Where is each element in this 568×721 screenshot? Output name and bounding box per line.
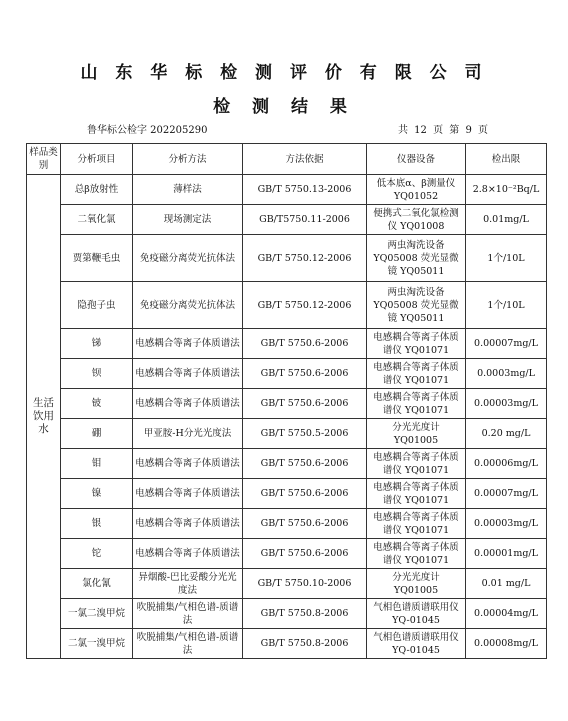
method-basis-cell: GB/T 5750.10-2006 (243, 569, 367, 599)
analysis-method-cell: 薄样法 (133, 175, 243, 205)
analysis-method-cell: 电感耦合等离子体质谱法 (133, 389, 243, 419)
analysis-item-cell: 一氯二溴甲烷 (61, 599, 133, 629)
method-basis-cell: GB/T 5750.12-2006 (243, 282, 367, 329)
document-number: 鲁华标公检字 202205290 (87, 125, 208, 136)
header-sample-category: 样品类别 (27, 144, 61, 175)
table-row (27, 539, 547, 569)
method-basis-cell: GB/T 5750.12-2006 (243, 235, 367, 282)
table-row (27, 205, 547, 235)
results-table (26, 143, 547, 659)
method-basis-cell: GB/T 5750.5-2006 (243, 419, 367, 449)
header-detection-limit: 检出限 (466, 144, 547, 175)
equipment-cell: 便携式二氧化氯检测仪 YQ01008 (367, 205, 466, 235)
detection-limit-cell: 0.00008mg/L (466, 629, 547, 659)
equipment-cell: 电感耦合等离子体质谱仪 YQ01071 (367, 479, 466, 509)
detection-limit-cell: 2.8×10⁻²Bq/L (466, 175, 547, 205)
analysis-method-cell: 电感耦合等离子体质谱法 (133, 359, 243, 389)
detection-limit-cell: 0.01mg/L (466, 205, 547, 235)
analysis-method-cell: 吹脱捕集/气相色谱-质谱法 (133, 599, 243, 629)
analysis-method-cell: 甲亚胺-H分光光度法 (133, 419, 243, 449)
analysis-item-cell: 隐孢子虫 (61, 282, 133, 329)
analysis-item-cell: 镍 (61, 479, 133, 509)
table-row (27, 235, 547, 282)
method-basis-cell: GB/T 5750.6-2006 (243, 479, 367, 509)
method-basis-cell: GB/T 5750.8-2006 (243, 599, 367, 629)
analysis-item-cell: 钼 (61, 449, 133, 479)
header-method-basis: 方法依据 (243, 144, 367, 175)
table-row (27, 175, 547, 205)
equipment-cell: 两虫淘洗设备 YQ05008 荧光显微镜 YQ05011 (367, 235, 466, 282)
header-analysis-method: 分析方法 (133, 144, 243, 175)
analysis-item-cell: 二氯一溴甲烷 (61, 629, 133, 659)
analysis-item-cell: 氯化氰 (61, 569, 133, 599)
detection-limit-cell: 0.00003mg/L (466, 509, 547, 539)
analysis-method-cell: 电感耦合等离子体质谱法 (133, 509, 243, 539)
detection-limit-cell: 0.0003mg/L (466, 359, 547, 389)
equipment-cell: 电感耦合等离子体质谱仪 YQ01071 (367, 449, 466, 479)
table-row (27, 359, 547, 389)
detection-limit-cell: 0.00001mg/L (466, 539, 547, 569)
equipment-cell: 气相色谱质谱联用仪 YQ-01045 (367, 599, 466, 629)
detection-limit-cell: 0.01 mg/L (466, 569, 547, 599)
analysis-method-cell: 免疫磁分离荧光抗体法 (133, 235, 243, 282)
table-row (27, 329, 547, 359)
page-info: 共 12 页 第 9 页 (398, 125, 488, 136)
table-row (27, 509, 547, 539)
equipment-cell: 电感耦合等离子体质谱仪 YQ01071 (367, 509, 466, 539)
sample-category-cell: 生活饮用水 (27, 175, 61, 659)
detection-limit-cell: 1个/10L (466, 282, 547, 329)
analysis-method-cell: 电感耦合等离子体质谱法 (133, 329, 243, 359)
header-equipment: 仪器设备 (367, 144, 466, 175)
method-basis-cell: GB/T 5750.6-2006 (243, 389, 367, 419)
equipment-cell: 分光光度计 YQ01005 (367, 419, 466, 449)
analysis-item-cell: 钡 (61, 359, 133, 389)
method-basis-cell: GB/T 5750.6-2006 (243, 329, 367, 359)
table-body (27, 175, 547, 659)
analysis-method-cell: 电感耦合等离子体质谱法 (133, 479, 243, 509)
company-name: 山 东 华 标 检 测 评 价 有 限 公 司 (80, 63, 488, 83)
analysis-item-cell: 贾第鞭毛虫 (61, 235, 133, 282)
detection-limit-cell: 1个/10L (466, 235, 547, 282)
detection-limit-cell: 0.00003mg/L (466, 389, 547, 419)
detection-limit-cell: 0.00007mg/L (466, 329, 547, 359)
table-row (27, 389, 547, 419)
table-row (27, 282, 547, 329)
analysis-item-cell: 铊 (61, 539, 133, 569)
analysis-method-cell: 异烟酸-巴比妥酸分光光度法 (133, 569, 243, 599)
analysis-item-cell: 锑 (61, 329, 133, 359)
detection-limit-cell: 0.00006mg/L (466, 449, 547, 479)
table-row (27, 479, 547, 509)
table-row (27, 599, 547, 629)
equipment-cell: 分光光度计 YQ01005 (367, 569, 466, 599)
detection-limit-cell: 0.00004mg/L (466, 599, 547, 629)
equipment-cell: 低本底α、β测量仪 YQ01052 (367, 175, 466, 205)
table-row (27, 569, 547, 599)
equipment-cell: 电感耦合等离子体质谱仪 YQ01071 (367, 359, 466, 389)
method-basis-cell: GB/T 5750.6-2006 (243, 539, 367, 569)
table-row (27, 629, 547, 659)
table-row (27, 449, 547, 479)
table-header-row (27, 144, 547, 175)
analysis-method-cell: 电感耦合等离子体质谱法 (133, 539, 243, 569)
analysis-method-cell: 现场测定法 (133, 205, 243, 235)
method-basis-cell: GB/T5750.11-2006 (243, 205, 367, 235)
analysis-item-cell: 硼 (61, 419, 133, 449)
table-row (27, 419, 547, 449)
method-basis-cell: GB/T 5750.6-2006 (243, 449, 367, 479)
analysis-item-cell: 二氧化氯 (61, 205, 133, 235)
detection-limit-cell: 0.20 mg/L (466, 419, 547, 449)
analysis-item-cell: 总β放射性 (61, 175, 133, 205)
method-basis-cell: GB/T 5750.13-2006 (243, 175, 367, 205)
equipment-cell: 两虫淘洗设备 YQ05008 荧光显微镜 YQ05011 (367, 282, 466, 329)
equipment-cell: 电感耦合等离子体质谱仪 YQ01071 (367, 329, 466, 359)
method-basis-cell: GB/T 5750.8-2006 (243, 629, 367, 659)
method-basis-cell: GB/T 5750.6-2006 (243, 509, 367, 539)
analysis-item-cell: 银 (61, 509, 133, 539)
analysis-method-cell: 电感耦合等离子体质谱法 (133, 449, 243, 479)
analysis-method-cell: 免疫磁分离荧光抗体法 (133, 282, 243, 329)
equipment-cell: 气相色谱质谱联用仪 YQ-01045 (367, 629, 466, 659)
analysis-item-cell: 铍 (61, 389, 133, 419)
equipment-cell: 电感耦合等离子体质谱仪 YQ01071 (367, 389, 466, 419)
report-title: 检 测 结 果 (213, 97, 355, 117)
detection-limit-cell: 0.00007mg/L (466, 479, 547, 509)
equipment-cell: 电感耦合等离子体质谱仪 YQ01071 (367, 539, 466, 569)
header-analysis-item: 分析项目 (61, 144, 133, 175)
analysis-method-cell: 吹脱捕集/气相色谱-质谱法 (133, 629, 243, 659)
method-basis-cell: GB/T 5750.6-2006 (243, 359, 367, 389)
